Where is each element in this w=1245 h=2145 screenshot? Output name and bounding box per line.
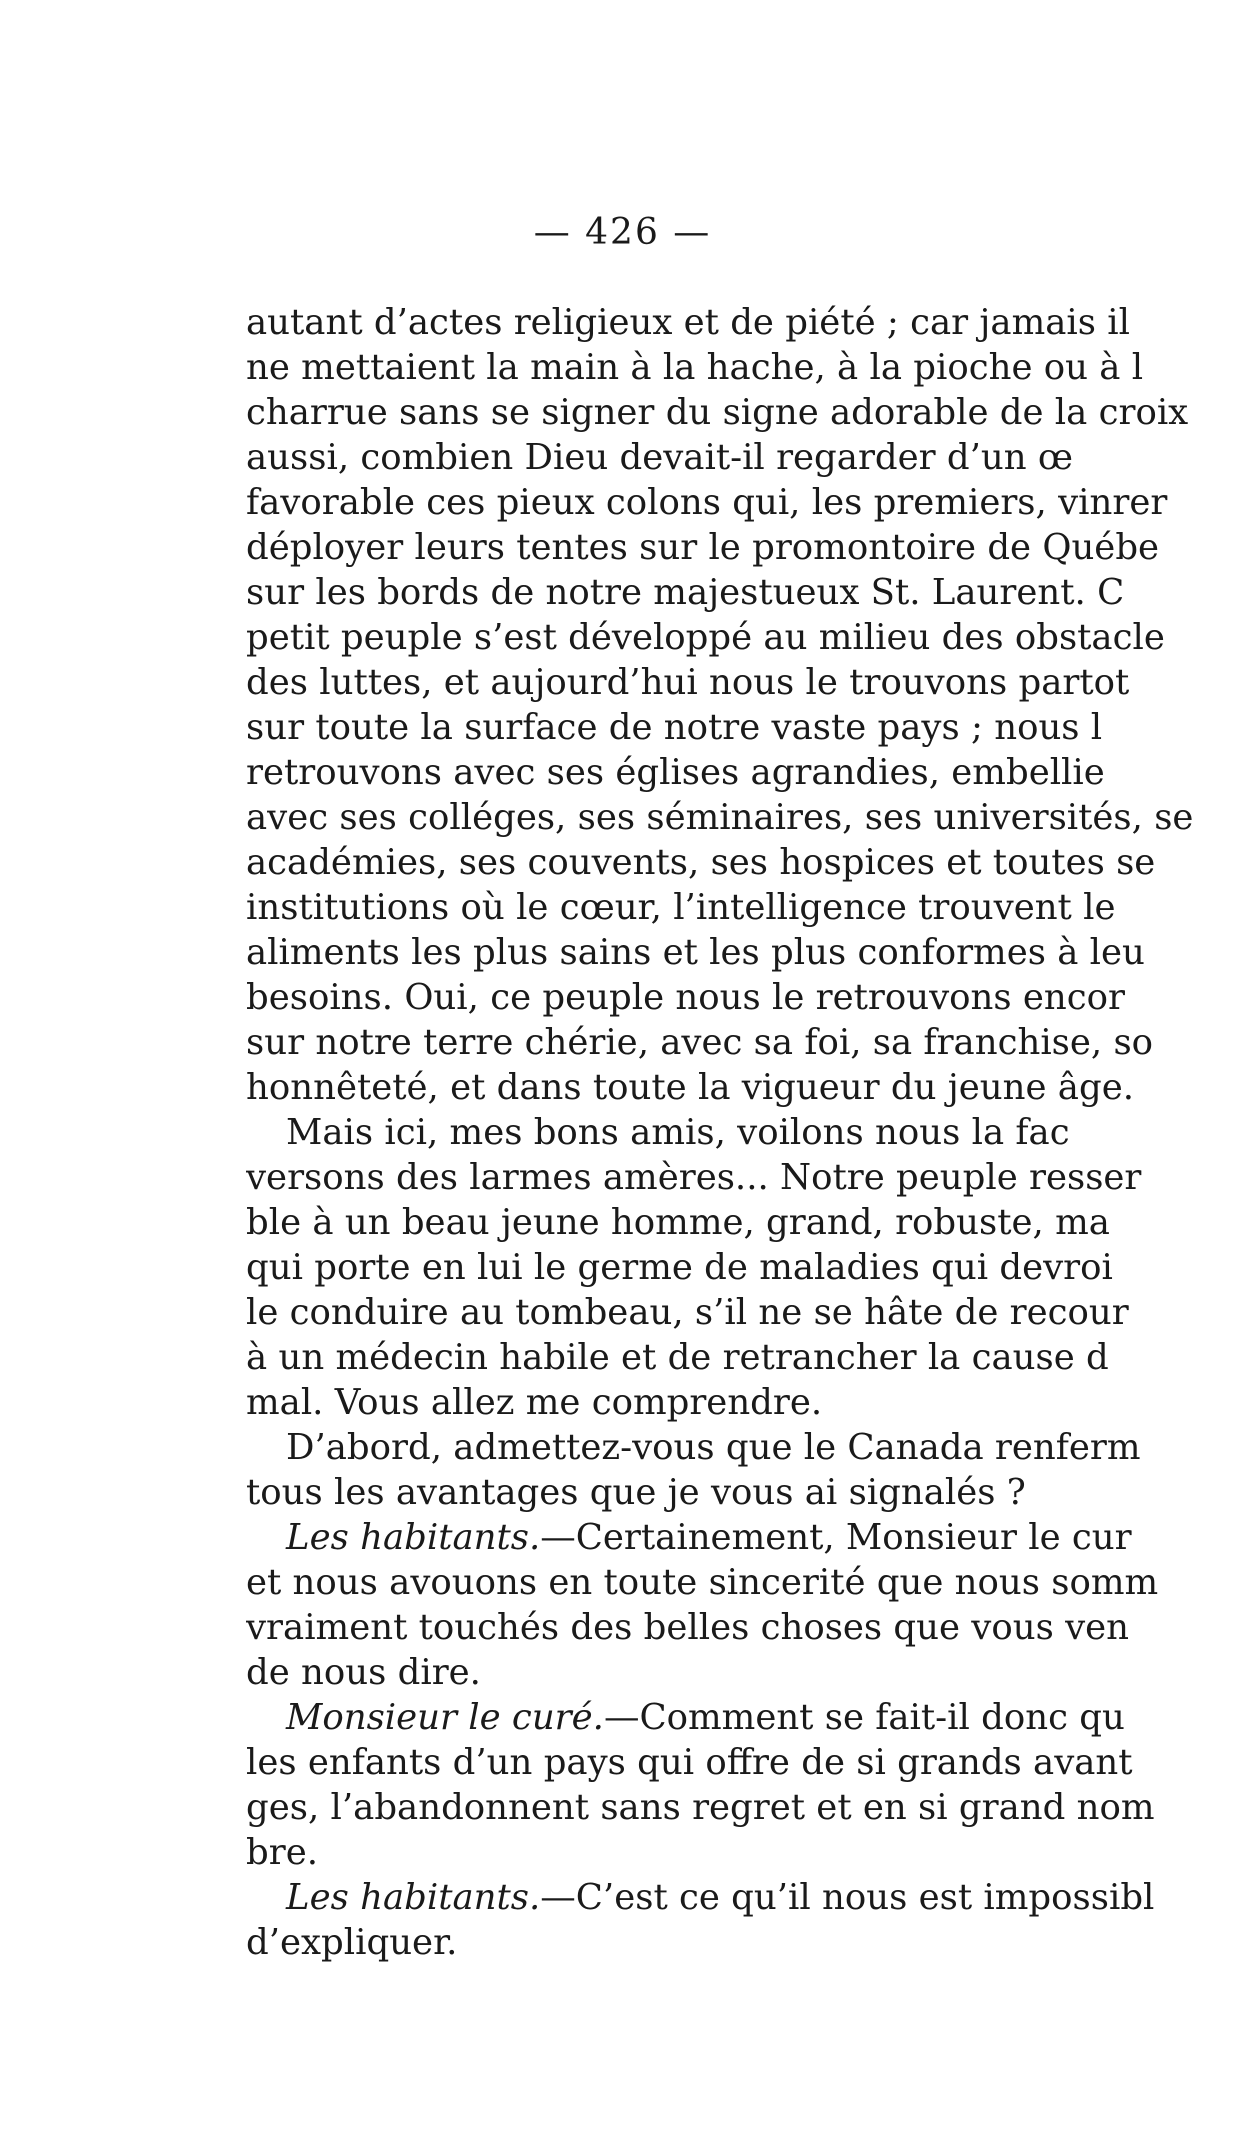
text-line (246, 885, 1226, 930)
text-segment: le conduire au tombeau, s’il ne se hâte de recour (246, 1292, 1129, 1333)
text-line (246, 705, 1226, 750)
text-segment: charrue sans se signer du signe adorable de la croix (246, 392, 1189, 433)
text-line (246, 1290, 1226, 1335)
text-line (246, 1200, 1226, 1245)
text-line (246, 1785, 1226, 1830)
text-line (246, 1515, 1226, 1560)
text-line (246, 1920, 1226, 1965)
text-line (246, 570, 1226, 615)
text-line (246, 1335, 1226, 1380)
text-segment: honnêteté, et dans toute la vigueur du jeune âge. (246, 1067, 1134, 1108)
text-segment: aliments les plus sains et les plus conformes à leu (246, 932, 1145, 973)
text-segment: sur les bords de notre majestueux St. Laurent. C (246, 572, 1125, 613)
text-segment: tous les avantages que je vous ai signalés ? (246, 1472, 1026, 1513)
text-line (246, 390, 1226, 435)
text-line (246, 975, 1226, 1020)
text-line (246, 1560, 1226, 1605)
text-segment: petit peuple s’est développé au milieu des obstacle (246, 617, 1165, 658)
text-segment: des luttes, et aujourd’hui nous le trouvons partot (246, 662, 1130, 703)
text-line (246, 1830, 1226, 1875)
text-segment: —C’est ce qu’il nous est impossibl (540, 1877, 1155, 1918)
text-line (246, 1470, 1226, 1515)
text-line (246, 1020, 1226, 1065)
text-segment: déployer leurs tentes sur le promontoire de Québe (246, 527, 1160, 568)
text-segment: sur notre terre chérie, avec sa foi, sa franchise, so (246, 1022, 1154, 1063)
text-segment: ges, l’abandonnent sans regret et en si grand nom (246, 1787, 1155, 1828)
text-segment: mal. Vous allez me comprendre. (246, 1382, 823, 1423)
text-segment: Mais ici, mes bons amis, voilons nous la fac (286, 1112, 1070, 1153)
text-segment: aussi, combien Dieu devait-il regarder d’un œ (246, 437, 1074, 478)
speaker-label: Les habitants. (286, 1877, 541, 1918)
text-line (246, 1875, 1226, 1920)
text-segment: sur toute la surface de notre vaste pays ; nous l (246, 707, 1103, 748)
text-segment: qui porte en lui le germe de maladies qui devroi (246, 1247, 1113, 1288)
text-segment: —Comment se fait-il donc qu (603, 1697, 1125, 1738)
text-line (246, 795, 1226, 840)
text-segment: —Certainement, Monsieur le cur (540, 1517, 1132, 1558)
text-line (246, 750, 1226, 795)
text-line (246, 1380, 1226, 1425)
text-line (246, 1425, 1226, 1470)
text-segment: de nous dire. (246, 1652, 481, 1693)
speaker-label: Monsieur le curé. (286, 1697, 604, 1738)
page-number: — 426 — (533, 212, 712, 253)
text-line (246, 840, 1226, 885)
text-segment: d’expliquer. (246, 1922, 458, 1963)
text-line (246, 1245, 1226, 1290)
text-segment: ble à un beau jeune homme, grand, robuste, ma (246, 1202, 1110, 1243)
text-line (246, 1155, 1226, 1200)
text-line (246, 660, 1226, 705)
text-line (246, 1695, 1226, 1740)
text-segment: versons des larmes amères... Notre peuple resser (246, 1157, 1142, 1198)
text-segment: académies, ses couvents, ses hospices et toutes se (246, 842, 1156, 883)
text-line (246, 1605, 1226, 1650)
text-segment: bre. (246, 1832, 318, 1873)
text-line (246, 930, 1226, 975)
text-segment: avec ses colléges, ses séminaires, ses universités, se (246, 797, 1194, 838)
text-segment: institutions où le cœur, l’intelligence trouvent le (246, 887, 1116, 928)
text-segment: besoins. Oui, ce peuple nous le retrouvons encor (246, 977, 1125, 1018)
text-segment: les enfants d’un pays qui offre de si grands avant (246, 1742, 1133, 1783)
text-line (246, 435, 1226, 480)
text-line (246, 1740, 1226, 1785)
text-segment: D’abord, admettez-vous que le Canada renferm (286, 1427, 1141, 1468)
text-segment: retrouvons avec ses églises agrandies, embellie (246, 752, 1105, 793)
text-segment: vraiment touchés des belles choses que vous ven (246, 1607, 1130, 1648)
text-line (246, 1065, 1226, 1110)
text-line (246, 1110, 1226, 1155)
speaker-label: Les habitants. (286, 1517, 541, 1558)
text-line (246, 1650, 1226, 1695)
text-segment: et nous avouons en toute sincerité que nous somm (246, 1562, 1159, 1603)
text-line (246, 300, 1226, 345)
text-line (246, 480, 1226, 525)
text-segment: ne mettaient la main à la hache, à la pioche ou à l (246, 347, 1144, 388)
text-line (246, 525, 1226, 570)
text-line (246, 615, 1226, 660)
text-line (246, 345, 1226, 390)
text-segment: autant d’actes religieux et de piété ; car jamais il (246, 302, 1130, 343)
text-segment: à un médecin habile et de retrancher la cause d (246, 1337, 1109, 1378)
body-text (246, 300, 1226, 1965)
text-segment: favorable ces pieux colons qui, les premiers, vinrer (246, 482, 1168, 523)
